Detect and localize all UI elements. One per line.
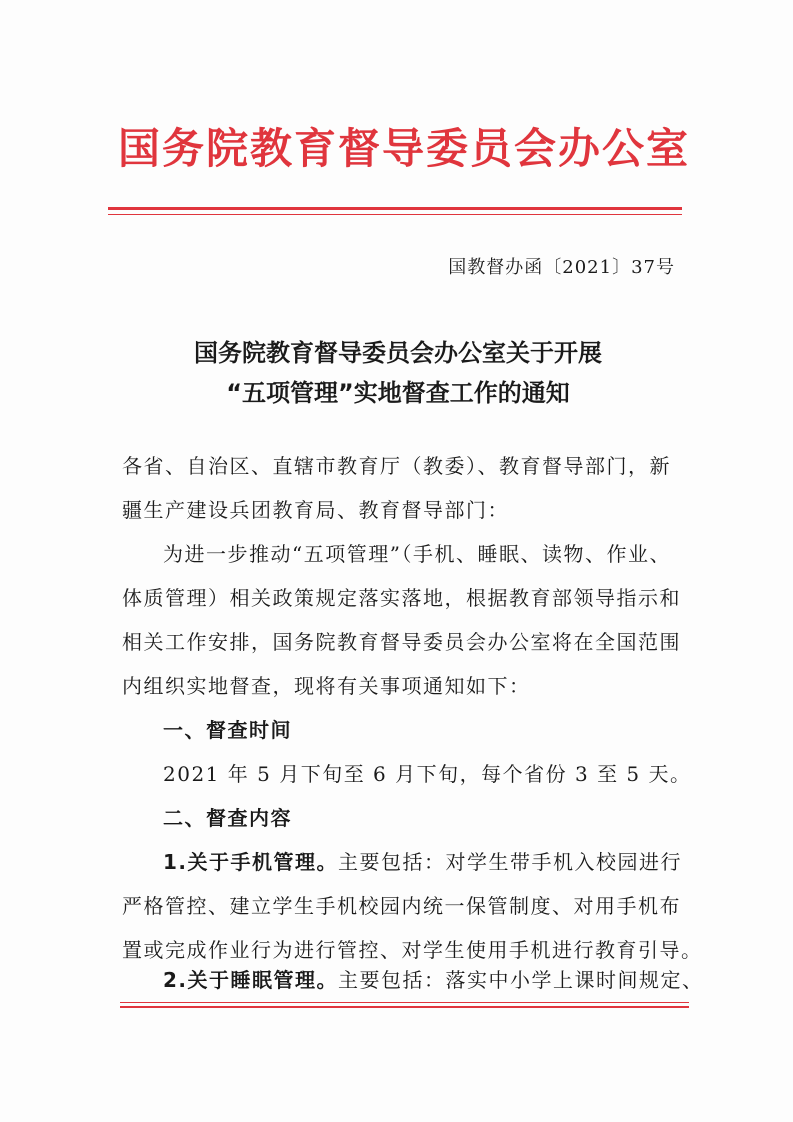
footer-red-rule-thin xyxy=(120,1002,689,1003)
section-2-heading: 二、督查内容 xyxy=(163,806,292,830)
item-2-line-1 xyxy=(163,968,704,992)
masthead-red-rule-thick xyxy=(108,207,682,210)
intro-line-4: 内组织实地督查，现将有关事项通知如下： xyxy=(122,674,531,698)
item-1-line-1-text: 主要包括：对学生带手机入校园进行 xyxy=(338,850,683,874)
item-1-line-1 xyxy=(163,852,683,872)
title-line-1: 国务院教育督导委员会办公室关于开展 xyxy=(194,339,602,367)
intro-line-1: 为进一步推动“五项管理”（手机、睡眠、读物、作业、 xyxy=(163,542,671,566)
item-1-line-3: 置或完成作业行为进行管控、对学生使用手机进行教育引导。 xyxy=(122,938,703,962)
masthead-org-name: 国务院教育督导委员会办公室 xyxy=(118,124,691,173)
section-1-heading: 一、督查时间 xyxy=(163,718,292,742)
item-1-line-2: 严格管控、建立学生手机校园内统一保管制度、对用手机布 xyxy=(122,894,681,918)
salutation-line-1: 各省、自治区、直辖市教育厅（教委）、教育督导部门，新 xyxy=(122,454,671,478)
intro-line-2: 体质管理）相关政策规定落实落地，根据教育部领导指示和 xyxy=(122,586,681,610)
section-1-text: 2021 年 5 月下旬至 6 月下旬，每个省份 3 至 5 天。 xyxy=(163,762,692,786)
title-line-2: “五项管理”实地督查工作的通知 xyxy=(226,379,570,407)
item-2-line-1-text: 主要包括：落实中小学上课时间规定、 xyxy=(338,968,704,992)
salutation-line-2: 疆生产建设兵团教育局、教育督导部门： xyxy=(122,498,509,522)
document-number: 国教督办函〔2021〕37号 xyxy=(448,257,675,278)
footer-red-rule-thick xyxy=(120,1006,689,1008)
intro-line-3: 相关工作安排，国务院教育督导委员会办公室将在全国范围 xyxy=(122,630,681,654)
item-2-label: 2.关于睡眠管理。 xyxy=(163,968,339,992)
masthead-red-rule-thin xyxy=(108,214,682,215)
item-1-label: 1.关于手机管理。 xyxy=(163,850,339,874)
